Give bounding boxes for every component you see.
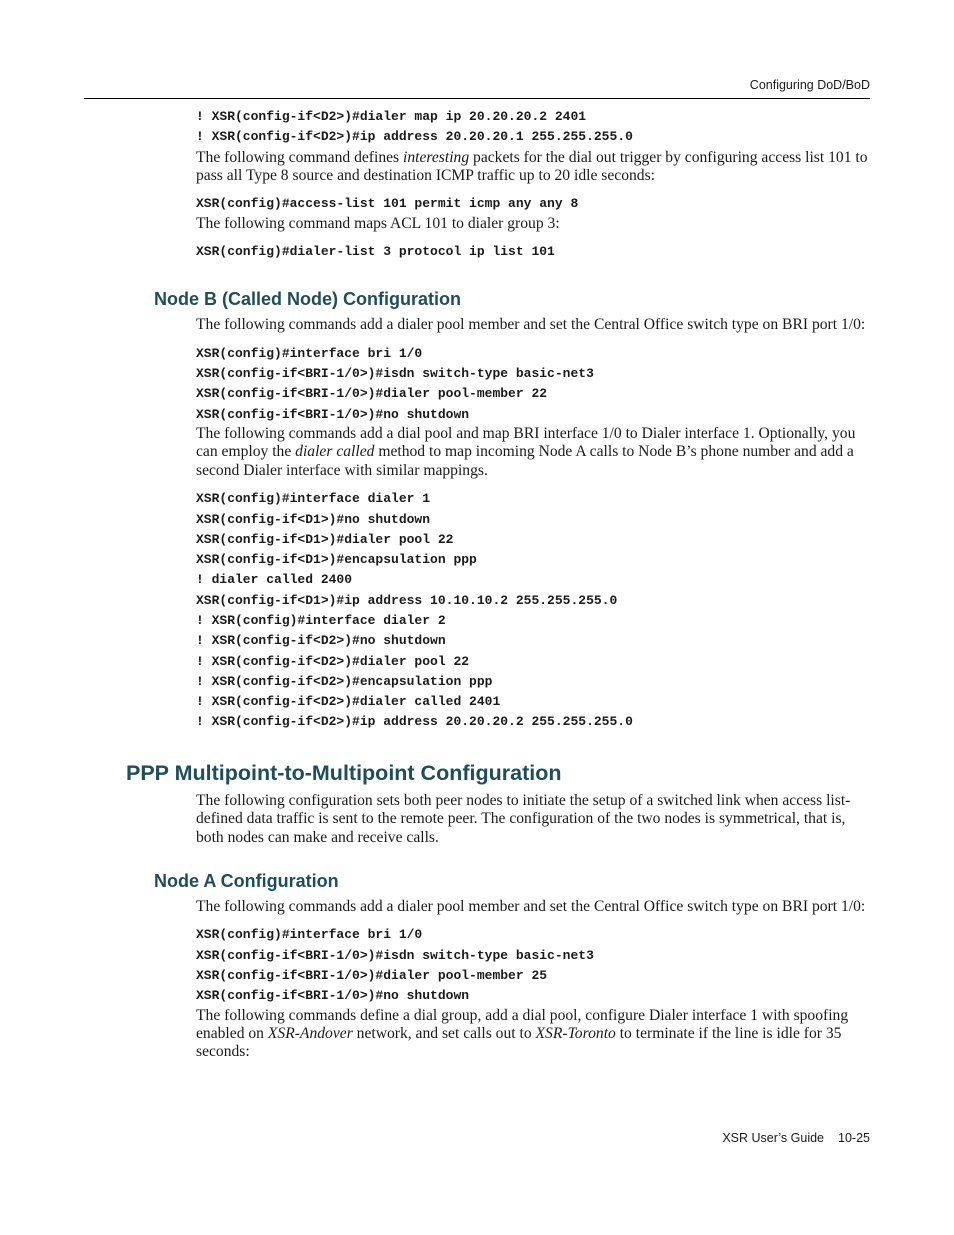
code-line: XSR(config-if<BRI-1/0>)#isdn switch-type basic-net3 bbox=[196, 947, 594, 963]
code-line: ! XSR(config-if<D2>)#ip address 20.20.20.2 255.255.255.0 bbox=[196, 714, 633, 730]
paragraph-ppp-multipoint-intro: The following configuration sets both peer nodes to initiate the setup of a switched link when access list-defined data traffic is sent to the remote peer. The configuration of the two nodes is symmetrical, that is, both nodes can make and receive calls. bbox=[196, 791, 851, 846]
code-line: ! XSR(config-if<D2>)#ip address 20.20.20.1 255.255.255.0 bbox=[196, 129, 633, 145]
paragraph-node-a-pool-member: The following commands add a dialer pool member and set the Central Office switch type on BRI port 1/0: bbox=[196, 898, 866, 915]
code-line: ! XSR(config-if<D2>)#no shutdown bbox=[196, 633, 446, 649]
code-line: ! XSR(config-if<D2>)#dialer called 2401 bbox=[196, 694, 501, 710]
code-block-access-list bbox=[196, 194, 872, 214]
code-line: XSR(config)#access-list 101 permit icmp any any 8 bbox=[196, 196, 579, 212]
running-footer bbox=[722, 1131, 870, 1145]
code-line: XSR(config-if<BRI-1/0>)#no shutdown bbox=[196, 988, 470, 1004]
emphasis-term: interesting bbox=[403, 148, 470, 166]
code-line: XSR(config-if<D1>)#encapsulation ppp bbox=[196, 552, 477, 568]
code-line: XSR(config-if<BRI-1/0>)#isdn switch-type basic-net3 bbox=[196, 366, 594, 382]
paragraph-interesting-packets: The following command defines interesting packets for the dial out trigger by configuring access list 101 to pass all Type 8 source and destination ICMP traffic up to 20 idle seconds: bbox=[196, 148, 868, 184]
running-header: Configuring DoD/BoD bbox=[749, 78, 870, 92]
code-line: XSR(config-if<BRI-1/0>)#dialer pool-member 25 bbox=[196, 968, 548, 983]
code-line: XSR(config)#interface bri 1/0 bbox=[196, 927, 423, 943]
header-rule bbox=[84, 98, 870, 99]
code-line: XSR(config)#interface bri 1/0 bbox=[196, 345, 423, 361]
code-block-node-b-dialer bbox=[196, 489, 872, 733]
code-line: ! XSR(config-if<D2>)#encapsulation ppp bbox=[196, 673, 493, 689]
page-number: 10-25 bbox=[838, 1131, 870, 1145]
code-block-node-b-bri bbox=[196, 344, 872, 425]
code-line: XSR(config-if<BRI-1/0>)#no shutdown bbox=[196, 406, 470, 422]
code-line: XSR(config-if<D1>)#ip address 10.10.10.2 255.255.255.0 bbox=[196, 592, 618, 608]
code-block-dialer-list bbox=[196, 242, 872, 262]
emphasis-term: XSR-Toronto bbox=[535, 1025, 616, 1042]
code-line: XSR(config-if<BRI-1/0>)#dialer pool-member 22 bbox=[196, 386, 548, 402]
page-content bbox=[126, 107, 872, 1062]
code-line: ! XSR(config-if<D2>)#dialer pool 22 bbox=[196, 653, 470, 669]
heading-node-a-configuration: Node A Configuration bbox=[154, 871, 339, 891]
code-block-dialer-map bbox=[196, 107, 872, 148]
paragraph-acl-map: The following command maps ACL 101 to dialer group 3: bbox=[196, 214, 560, 232]
paragraph-dial-group-spoofing: The following commands define a dial group, add a dial pool, configure Dialer interface 1 with spoofing enabled on XSR-Andover network, and set calls out to XSR-Toronto to terminate if the line is idle for 35 seconds: bbox=[196, 1006, 849, 1061]
code-line: ! dialer called 2400 bbox=[196, 572, 353, 588]
paragraph-node-b-pool-member: The following commands add a dialer pool member and set the Central Office switch type on BRI port 1/0: bbox=[196, 316, 866, 334]
code-line: XSR(config)#interface dialer 1 bbox=[196, 491, 431, 507]
emphasis-term: XSR-Andover bbox=[267, 1025, 353, 1042]
emphasis-term: dialer called bbox=[295, 443, 375, 461]
heading-ppp-multipoint: PPP Multipoint-to-Multipoint Configuration bbox=[126, 760, 562, 785]
code-line: ! XSR(config)#interface dialer 2 bbox=[196, 613, 446, 628]
code-block-node-a-bri bbox=[196, 925, 872, 1006]
code-line: XSR(config)#dialer-list 3 protocol ip list 101 bbox=[196, 244, 555, 260]
heading-node-b-configuration: Node B (Called Node) Configuration bbox=[154, 289, 461, 310]
code-line: XSR(config-if<D1>)#dialer pool 22 bbox=[196, 531, 454, 547]
paragraph-dial-pool-map: The following commands add a dial pool and map BRI interface 1/0 to Dialer interface 1. Optionally, you can employ the dialer called method to map incoming Node A calls to Node B’s phone number and add a second Dialer interface with similar mappings. bbox=[196, 425, 856, 479]
footer-guide-title: XSR User’s Guide bbox=[722, 1131, 825, 1145]
code-line: XSR(config-if<D1>)#no shutdown bbox=[196, 511, 431, 527]
code-line: ! XSR(config-if<D2>)#dialer map ip 20.20.20.2 2401 bbox=[196, 109, 587, 124]
